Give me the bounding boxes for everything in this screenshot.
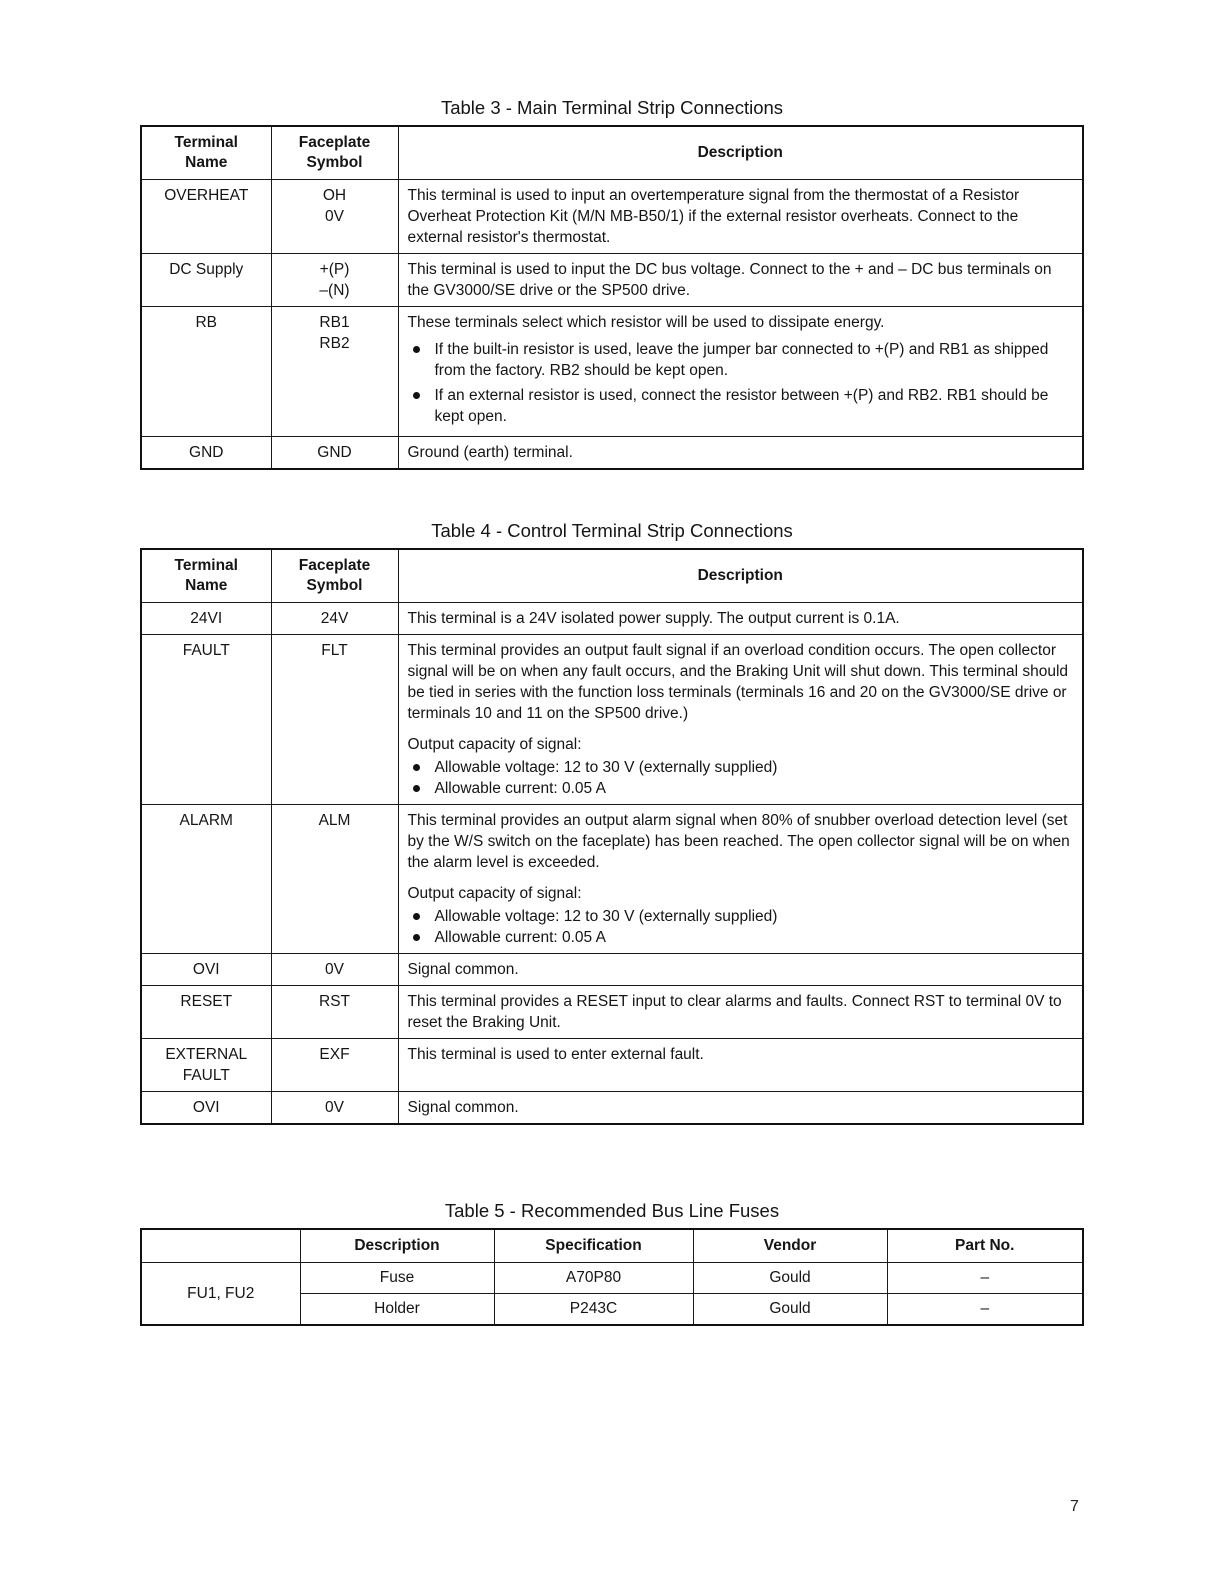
capacity-label: Output capacity of signal: — [407, 736, 582, 753]
fuse-part-no: – — [887, 1294, 1083, 1326]
header-faceplate-symbol: Faceplate Symbol — [271, 549, 398, 603]
list-item: Allowable voltage: 12 to 30 V (externally supplied) — [408, 757, 1074, 778]
terminal-name: RB — [141, 307, 271, 437]
header-vendor: Vendor — [693, 1229, 887, 1263]
faceplate-symbol: 0V — [271, 954, 398, 986]
terminal-name: EXTERNAL FAULT — [141, 1039, 271, 1092]
table-row — [141, 805, 1083, 954]
table-3-header-row — [141, 126, 1083, 180]
table-5-block — [140, 1200, 1084, 1326]
list-item: Allowable current: 0.05 A — [408, 778, 1074, 799]
description: This terminal is a 24V isolated power supply. The output current is 0.1A. — [398, 603, 1083, 635]
list-item: Allowable current: 0.05 A — [408, 927, 1074, 948]
table-3-block — [140, 97, 1084, 470]
bullet-list — [408, 339, 1074, 427]
terminal-name: OVI — [141, 1092, 271, 1125]
description — [398, 635, 1083, 805]
fuse-vendor: Gould — [693, 1294, 887, 1326]
header-description: Description — [398, 549, 1083, 603]
fuse-vendor: Gould — [693, 1263, 887, 1294]
faceplate-symbol: RST — [271, 986, 398, 1039]
table-row — [141, 254, 1083, 307]
header-description: Description — [398, 126, 1083, 180]
table-4-header-row — [141, 549, 1083, 603]
list-item: If the built-in resistor is used, leave the jumper bar connected to +(P) and RB1 as shipped from the factory. RB2 should be kept open. — [408, 339, 1074, 381]
terminal-name: ALARM — [141, 805, 271, 954]
description-text: This terminal provides an output fault signal if an overload condition occurs. The open collector signal will be on when any fault occurs, and the Braking Unit will shut down. This terminal should be tied in series with the function loss terminals (terminals 16 and 20 on the GV3000/SE drive or terminals 10 and 11 on the SP500 drive.) — [407, 642, 1069, 722]
table-row — [141, 307, 1083, 437]
table-5-header-row — [141, 1229, 1083, 1263]
faceplate-symbol: OH 0V — [271, 180, 398, 254]
table-row — [141, 1092, 1083, 1125]
terminal-name: 24VI — [141, 603, 271, 635]
description: This terminal is used to input an overtemperature signal from the thermostat of a Resistor Overheat Protection Kit (M/N MB-B50/1) if the external resistor overheats. Connect to the external resistor's thermostat. — [398, 180, 1083, 254]
table-row — [141, 180, 1083, 254]
description: Signal common. — [398, 954, 1083, 986]
table-row — [141, 603, 1083, 635]
description-text: These terminals select which resistor will be used to dissipate energy. — [407, 314, 885, 331]
terminal-name: GND — [141, 437, 271, 470]
fuse-part-no: – — [887, 1263, 1083, 1294]
page-number: 7 — [1070, 1498, 1079, 1515]
capacity-label: Output capacity of signal: — [407, 885, 582, 902]
table-5-caption: Table 5 - Recommended Bus Line Fuses — [444, 1200, 780, 1221]
table-row — [141, 635, 1083, 805]
table-row — [141, 986, 1083, 1039]
terminal-name: FAULT — [141, 635, 271, 805]
header-terminal-name: Terminal Name — [141, 549, 271, 603]
table-row — [141, 1039, 1083, 1092]
fuse-group-label: FU1, FU2 — [141, 1263, 300, 1326]
fuse-description: Holder — [300, 1294, 494, 1326]
table-4-block — [140, 520, 1084, 1125]
header-description: Description — [300, 1229, 494, 1263]
table-row — [141, 1263, 1083, 1294]
description-text: This terminal provides an output alarm signal when 80% of snubber overload detection level (set by the W/S switch on the faceplate) has been reached. The open collector signal will be on when the alarm level is exceeded. — [407, 812, 1070, 871]
terminal-name: DC Supply — [141, 254, 271, 307]
header-specification: Specification — [494, 1229, 693, 1263]
description: This terminal is used to input the DC bus voltage. Connect to the + and – DC bus terminals on the GV3000/SE drive or the SP500 drive. — [398, 254, 1083, 307]
terminal-name: RESET — [141, 986, 271, 1039]
description — [398, 307, 1083, 437]
description — [398, 805, 1083, 954]
table-row — [141, 437, 1083, 470]
faceplate-symbol: FLT — [271, 635, 398, 805]
faceplate-symbol: 0V — [271, 1092, 398, 1125]
description: Ground (earth) terminal. — [398, 437, 1083, 470]
bullet-list — [408, 757, 1074, 799]
header-faceplate-symbol: Faceplate Symbol — [271, 126, 398, 180]
description: Signal common. — [398, 1092, 1083, 1125]
fuse-specification: P243C — [494, 1294, 693, 1326]
faceplate-symbol: +(P) –(N) — [271, 254, 398, 307]
fuse-specification: A70P80 — [494, 1263, 693, 1294]
faceplate-symbol: RB1 RB2 — [271, 307, 398, 437]
table-4 — [140, 548, 1084, 1125]
faceplate-symbol: ALM — [271, 805, 398, 954]
table-5 — [140, 1228, 1084, 1326]
terminal-name: OVERHEAT — [141, 180, 271, 254]
list-item: If an external resistor is used, connect the resistor between +(P) and RB2. RB1 should be kept open. — [408, 385, 1074, 427]
faceplate-symbol: 24V — [271, 603, 398, 635]
table-4-caption: Table 4 - Control Terminal Strip Connections — [431, 520, 793, 541]
table-3-caption: Table 3 - Main Terminal Strip Connections — [440, 97, 784, 118]
header-terminal-name: Terminal Name — [141, 126, 271, 180]
table-3 — [140, 125, 1084, 470]
faceplate-symbol: EXF — [271, 1039, 398, 1092]
header-part-no: Part No. — [887, 1229, 1083, 1263]
terminal-name: OVI — [141, 954, 271, 986]
bullet-list — [408, 906, 1074, 948]
fuse-description: Fuse — [300, 1263, 494, 1294]
header-blank — [141, 1229, 300, 1263]
table-row — [141, 954, 1083, 986]
list-item: Allowable voltage: 12 to 30 V (externally supplied) — [408, 906, 1074, 927]
description: This terminal is used to enter external fault. — [398, 1039, 1083, 1092]
faceplate-symbol: GND — [271, 437, 398, 470]
description: This terminal provides a RESET input to clear alarms and faults. Connect RST to terminal 0V to reset the Braking Unit. — [398, 986, 1083, 1039]
